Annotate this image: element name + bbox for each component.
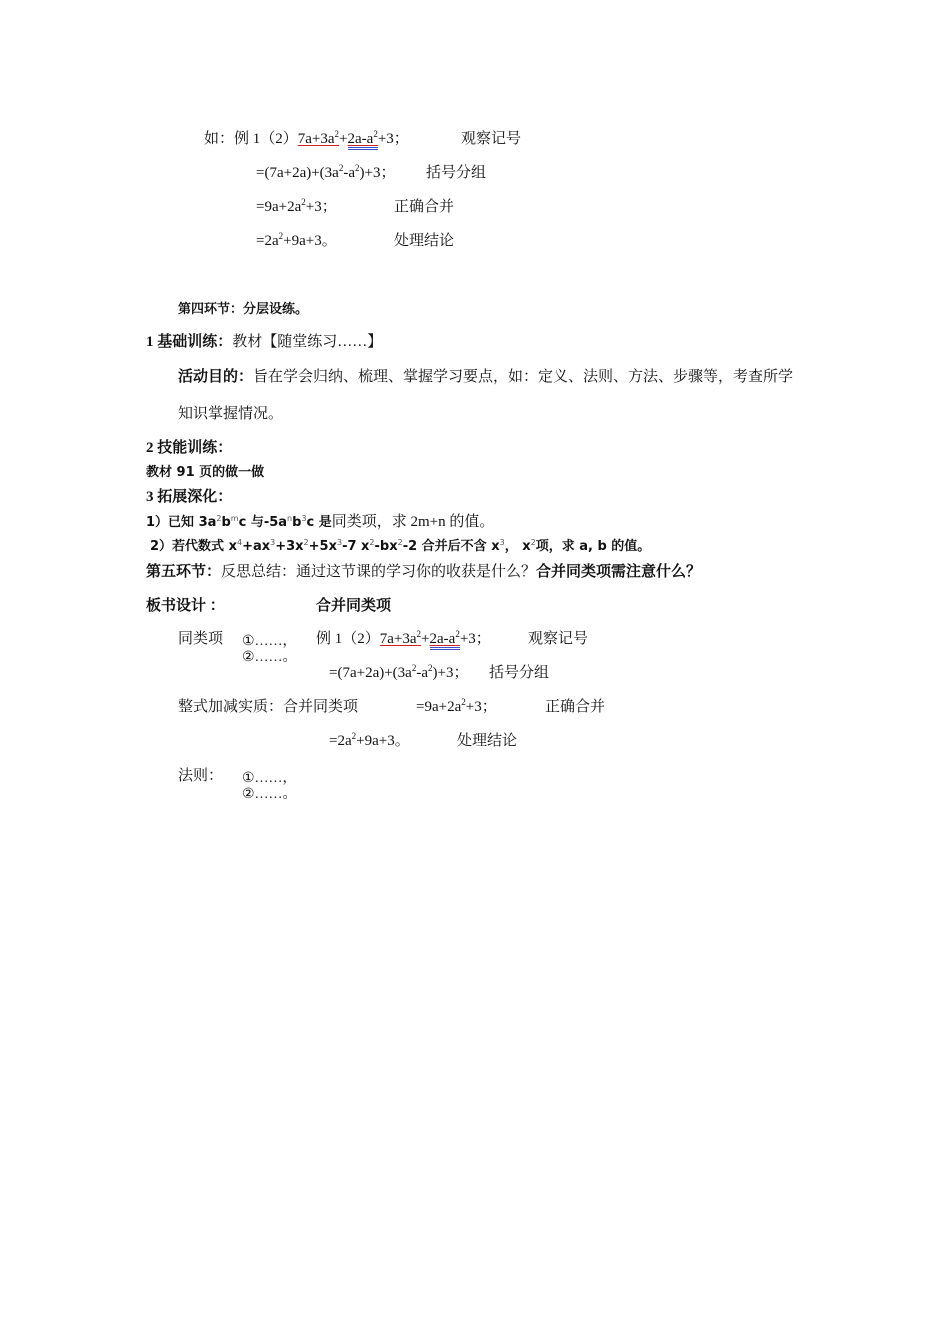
example1-note3: 正确合并	[394, 199, 455, 215]
board-note2: 括号分组	[489, 665, 550, 681]
example1-note2: 括号分组	[426, 165, 487, 181]
activity-purpose-cont: 知识掌握情况。	[178, 406, 284, 422]
section5: 第五环节：反思总结：通过这节课的学习你的收获是什么？合并同类项需注意什么？	[146, 564, 702, 580]
board-title: 合并同类项	[316, 598, 392, 614]
example1-line4: $=2a^2+9a+3$。	[256, 231, 337, 249]
extension-label: 3 拓展深化：	[146, 489, 233, 505]
basic-training: 1 基础训练：教材【随堂练习……】	[146, 334, 383, 350]
term-7a-3a2: $7a+3a^2$	[297, 129, 340, 147]
term-2a-a2: $2a-a^2$	[348, 131, 378, 150]
rule-label: 法则：	[178, 768, 224, 784]
example1-note1: 观察记号	[461, 131, 522, 147]
skill-training-text: 教材 91 页的做一做	[146, 465, 265, 480]
board-example-line1: 例 $1(2)7a+3a^2+2a-a^2+3$；	[316, 627, 491, 648]
skill-training-label: 2 技能训练：	[146, 440, 233, 456]
similar-terms-label: 同类项	[178, 631, 224, 647]
board-note1: 观察记号	[528, 631, 589, 647]
board-label: 板书设计 ：	[146, 598, 225, 614]
board-line3: $=9a+2a^2+3$；	[416, 697, 497, 715]
activity-purpose: 活动目的：旨在学会归纳、梳理、掌握学习要点，如：定义、法则、方法、步骤等，考查所学	[178, 369, 794, 385]
question-2: 2）若代数式 $x^4+ax^3+3x^2+5x^3-7$ $x^2-bx^2-2$ 合并后不含 $x^3$， $x^2$项，求 a, b 的值。	[150, 538, 651, 554]
question-1: 1）已知 $3a^2b^mc$ 与$-5a^nb^3c$ 是同类项，求 2m+n 的值。	[146, 514, 495, 530]
board-term-2a-a2: $2a-a^2$	[430, 631, 460, 650]
board-essence: 整式加减实质：合并同类项	[178, 699, 359, 715]
example1-line3: $=9a+2a^2+3$；	[256, 197, 337, 215]
board-term-7a-3a2: $7a+3a^2$	[379, 629, 422, 647]
board-note4: 处理结论	[457, 733, 518, 749]
board-note3: 正确合并	[545, 699, 606, 715]
rule-point2: ②……。	[242, 787, 297, 802]
rule-point1: ①……，	[242, 771, 297, 786]
example1-line1: 如：例 $1(2)7a+3a^2+2a-a^2+3$；	[204, 127, 409, 148]
example1-note4: 处理结论	[394, 233, 455, 249]
section4-heading: 第四环节：分层设练。	[178, 302, 309, 317]
board-line2: $=(7a+2a)+(3a^2-a^2)+3$；	[329, 663, 469, 681]
similar-terms-point2: ②……。	[242, 650, 297, 665]
similar-terms-point1: ①……，	[242, 634, 297, 649]
board-line4: $=2a^2+9a+3$。	[329, 731, 410, 749]
example1-line2: $=(7a+2a)+(3a^2-a^2)+3$；	[256, 163, 396, 181]
